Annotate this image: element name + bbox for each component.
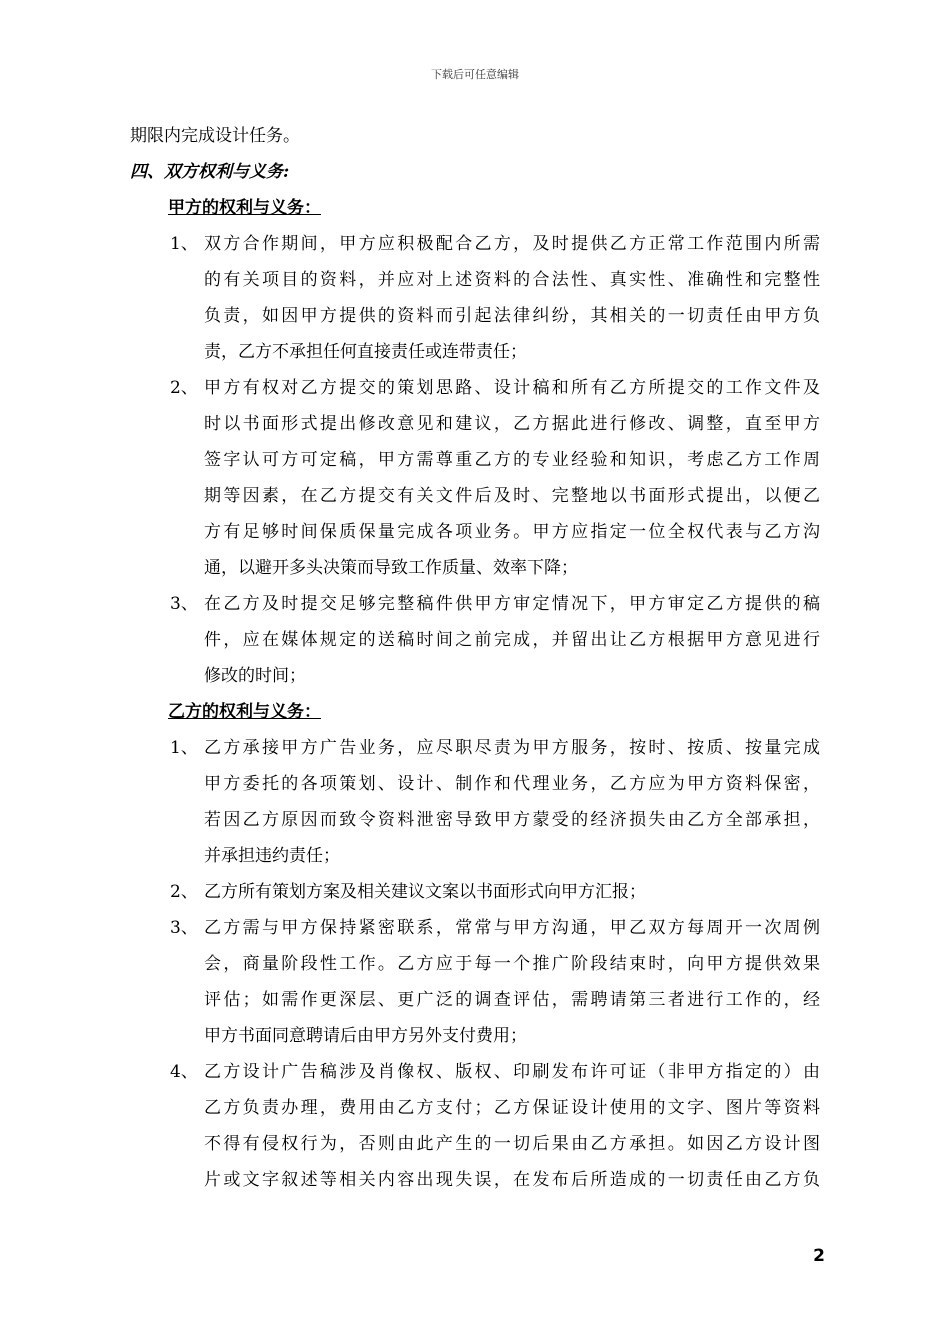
list-item-line: 若因乙方原因而致令资料泄密导致甲方蒙受的经济损失由乙方全部承担， [204, 810, 820, 830]
list-item-text: 乙方设计广告稿涉及肖像权、版权、印刷发布许可证（非甲方指定的）由 [204, 1062, 820, 1082]
page-header: 下载后可任意编辑 [431, 68, 519, 81]
party-b-list [130, 730, 820, 1198]
party-a-subtitle: 甲方的权利与义务： [168, 198, 321, 218]
list-item-line: 评估；如需作更深层、更广泛的调查评估，需聘请第三者进行工作的，经 [204, 990, 820, 1010]
list-item-line: 通，以避开多头决策而导致工作质量、效率下降； [204, 558, 578, 578]
list-item-number: 1、 [170, 738, 198, 758]
party-a-list [130, 226, 820, 694]
list-item-line: 乙方负责办理，费用由乙方支付；乙方保证设计使用的文字、图片等资料 [204, 1098, 820, 1118]
list-item-first-line [130, 586, 820, 622]
list-item-line: 签字认可方可定稿，甲方需尊重乙方的专业经验和知识，考虑乙方工作周 [204, 450, 820, 470]
list-item-text: 乙方承接甲方广告业务，应尽职尽责为甲方服务，按时、按质、按量完成 [204, 738, 820, 758]
list-item [130, 1054, 820, 1198]
list-item-number: 3、 [170, 918, 198, 938]
list-item [130, 226, 820, 370]
list-item [130, 874, 820, 910]
list-item-line: 期等因素，在乙方提交有关文件后及时、完整地以书面形式提出，以便乙 [204, 486, 820, 506]
intro-line: 期限内完成设计任务。 [130, 126, 300, 146]
list-item-text: 乙方所有策划方案及相关建议文案以书面形式向甲方汇报； [204, 882, 646, 902]
section-title: 四、双方权利与义务: [130, 162, 290, 182]
list-item-line: 片或文字叙述等相关内容出现失误，在发布后所造成的一切责任由乙方负 [204, 1170, 820, 1190]
list-item-number: 3、 [170, 594, 198, 614]
list-item-number: 2、 [170, 882, 198, 902]
list-item-line: 甲方委托的各项策划、设计、制作和代理业务，乙方应为甲方资料保密， [204, 774, 820, 794]
document-body [130, 118, 820, 1198]
list-item-number: 2、 [170, 378, 198, 398]
list-item-line: 时以书面形式提出修改意见和建议，乙方据此进行修改、调整，直至甲方 [204, 414, 820, 434]
list-item-line: 并承担违约责任； [204, 846, 340, 866]
list-item-line: 不得有侵权行为，否则由此产生的一切后果由乙方承担。如因乙方设计图 [204, 1134, 820, 1154]
party-b-subtitle: 乙方的权利与义务： [168, 702, 321, 722]
list-item-first-line [130, 226, 820, 262]
list-item-line: 会，商量阶段性工作。乙方应于每一个推广阶段结束时，向甲方提供效果 [204, 954, 820, 974]
list-item [130, 910, 820, 1054]
list-item [130, 730, 820, 874]
list-item-line: 方有足够时间保质保量完成各项业务。甲方应指定一位全权代表与乙方沟 [204, 522, 820, 542]
list-item-line: 的有关项目的资料，并应对上述资料的合法性、真实性、准确性和完整性 [204, 270, 820, 290]
list-item-first-line [130, 730, 820, 766]
list-item-line: 负责，如因甲方提供的资料而引起法律纠纷，其相关的一切责任由甲方负 [204, 306, 820, 326]
list-item-text: 在乙方及时提交足够完整稿件供甲方审定情况下，甲方审定乙方提供的稿 [204, 594, 820, 614]
list-item-number: 1、 [170, 234, 198, 254]
page-number: 2 [813, 1246, 825, 1266]
list-item-text: 乙方需与甲方保持紧密联系，常常与甲方沟通，甲乙双方每周开一次周例 [204, 918, 820, 938]
list-item [130, 370, 820, 586]
list-item-number: 4、 [170, 1062, 198, 1082]
list-item-line: 责，乙方不承担任何直接责任或连带责任； [204, 342, 527, 362]
list-item [130, 586, 820, 694]
list-item-first-line [130, 874, 820, 910]
list-item-line: 修改的时间； [204, 666, 306, 686]
list-item-first-line [130, 1054, 820, 1090]
list-item-text: 甲方有权对乙方提交的策划思路、设计稿和所有乙方所提交的工作文件及 [204, 378, 820, 398]
list-item-line: 件，应在媒体规定的送稿时间之前完成，并留出让乙方根据甲方意见进行 [204, 630, 820, 650]
list-item-line: 甲方书面同意聘请后由甲方另外支付费用； [204, 1026, 527, 1046]
list-item-first-line [130, 910, 820, 946]
list-item-text: 双方合作期间，甲方应积极配合乙方，及时提供乙方正常工作范围内所需 [204, 234, 820, 254]
list-item-first-line [130, 370, 820, 406]
